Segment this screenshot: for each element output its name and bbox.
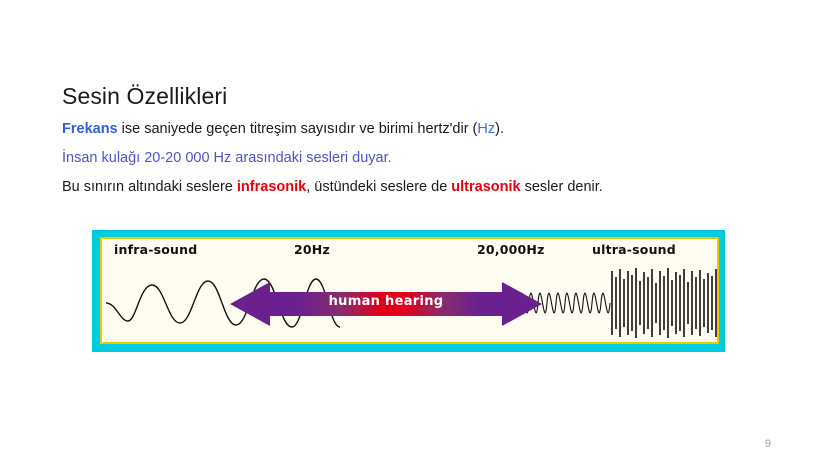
label-infra-sound: infra-sound [114,242,198,257]
label-20000hz: 20,000Hz [477,242,545,257]
human-hearing-arrow [230,282,542,326]
line-1-end: ). [495,121,504,137]
page-title: Sesin Özellikleri [62,83,228,109]
double-arrow-svg [230,282,542,326]
body-line-3 [62,179,603,195]
body-line-1 [62,121,504,137]
line-3-start: Bu sınırın altındaki seslere [62,179,237,195]
sound-spectrum-figure [92,230,725,352]
term-hz: Hz [477,121,496,137]
term-frekans: Frekans [62,121,118,137]
line-3-end: sesler denir. [520,179,603,195]
label-ultra-sound: ultra-sound [592,242,676,257]
term-infrasonik: infrasonik [236,179,307,195]
figure-inner-panel [100,237,719,344]
human-hearing-label: human hearing [328,294,444,309]
term-ultrasonik: ultrasonik [451,179,521,195]
label-20hz: 20Hz [294,242,330,257]
body-line-2: İnsan kulağı 20-20 000 Hz arasındaki sesleri duyar. [62,150,392,166]
page-number: 9 [764,438,771,450]
figure-labels [102,242,717,262]
line-3-mid: , üstündeki seslere de [306,179,452,195]
line-1-mid: ise saniyede geçen titreşim sayısıdır ve birimi hertz'dir ( [117,121,478,137]
